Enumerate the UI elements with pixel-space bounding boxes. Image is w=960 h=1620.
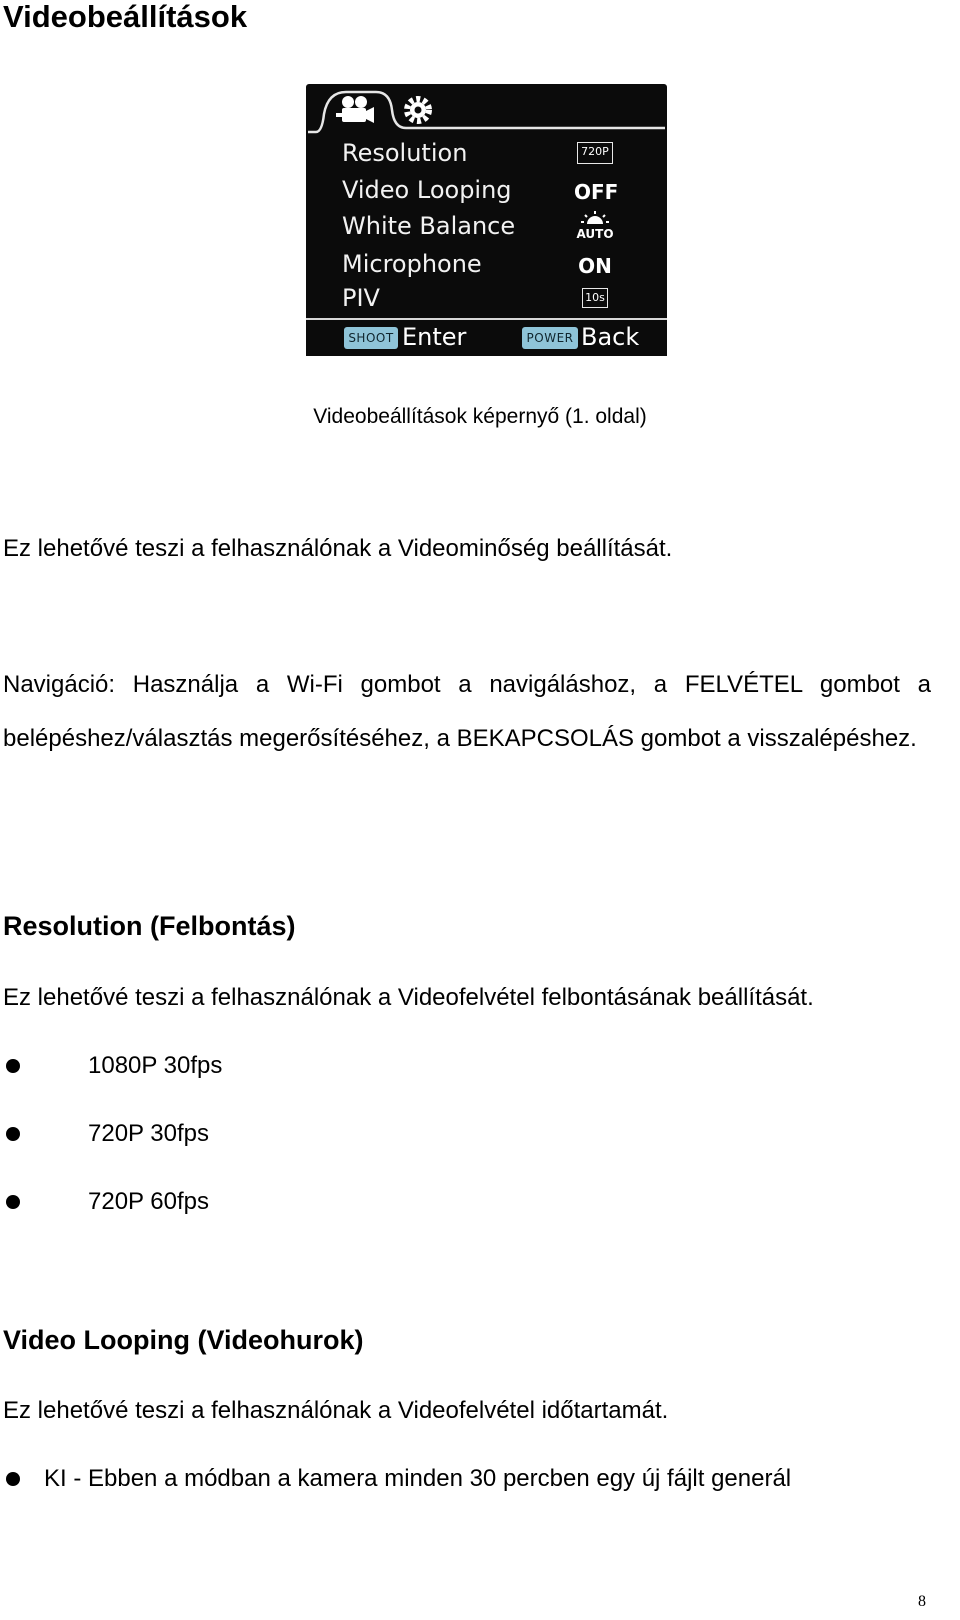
- screen-footer: [306, 318, 667, 356]
- page-number: 8: [918, 1593, 926, 1610]
- video-looping-heading: Video Looping (Videohurok): [3, 1325, 364, 1355]
- resolution-option: 720P 60fps: [88, 1188, 209, 1215]
- resolution-heading: Resolution (Felbontás): [3, 911, 296, 941]
- menu-item-microphone[interactable]: Microphone: [342, 250, 482, 278]
- bullet-icon: [6, 1195, 20, 1209]
- resolution-option: 720P 30fps: [88, 1120, 209, 1147]
- menu-item-piv[interactable]: PIV: [342, 284, 380, 312]
- resolution-description: Ez lehetővé teszi a felhasználónak a Videofelvétel felbontásának beállítását.: [3, 984, 814, 1011]
- video-looping-option: KI - Ebben a módban a kamera minden 30 percben egy új fájlt generál: [44, 1465, 792, 1492]
- shoot-key-badge: SHOOT: [344, 327, 398, 349]
- bullet-icon: [6, 1127, 20, 1141]
- power-key-badge: POWER: [522, 327, 578, 349]
- piv-value: 10s: [582, 288, 608, 308]
- bullet-icon: [6, 1472, 20, 1486]
- back-label: Back: [581, 323, 640, 351]
- white-balance-value: AUTO: [576, 227, 614, 241]
- video-looping-value: OFF: [574, 180, 619, 204]
- navigation-paragraph: Navigáció: Használja a Wi-Fi gombot a navigáláshoz, a FELVÉTEL gombot a belépéshez/választás megerősítéséhez, a BEKAPCSOLÁS gombot a visszalépéshez.: [3, 671, 931, 752]
- camera-settings-screen: [306, 84, 667, 354]
- gear-icon[interactable]: [407, 99, 429, 121]
- tab-bar: [306, 84, 667, 134]
- enter-label: Enter: [402, 323, 467, 351]
- menu-item-video-looping[interactable]: Video Looping: [342, 176, 512, 204]
- microphone-value: ON: [578, 254, 612, 278]
- menu-item-resolution[interactable]: Resolution: [342, 139, 468, 167]
- page-title: Videobeállítások: [3, 0, 248, 34]
- video-camera-icon[interactable]: [336, 96, 374, 123]
- intro-paragraph: Ez lehetővé teszi a felhasználónak a Videominőség beállítását.: [3, 535, 673, 562]
- resolution-value: 720P: [577, 142, 613, 164]
- resolution-option: 1080P 30fps: [88, 1052, 223, 1079]
- bullet-icon: [6, 1059, 20, 1073]
- figure-caption: Videobeállítások képernyő (1. oldal): [313, 405, 647, 428]
- video-looping-description: Ez lehetővé teszi a felhasználónak a Videofelvétel időtartamát.: [3, 1397, 669, 1424]
- menu-item-white-balance[interactable]: White Balance: [342, 212, 516, 240]
